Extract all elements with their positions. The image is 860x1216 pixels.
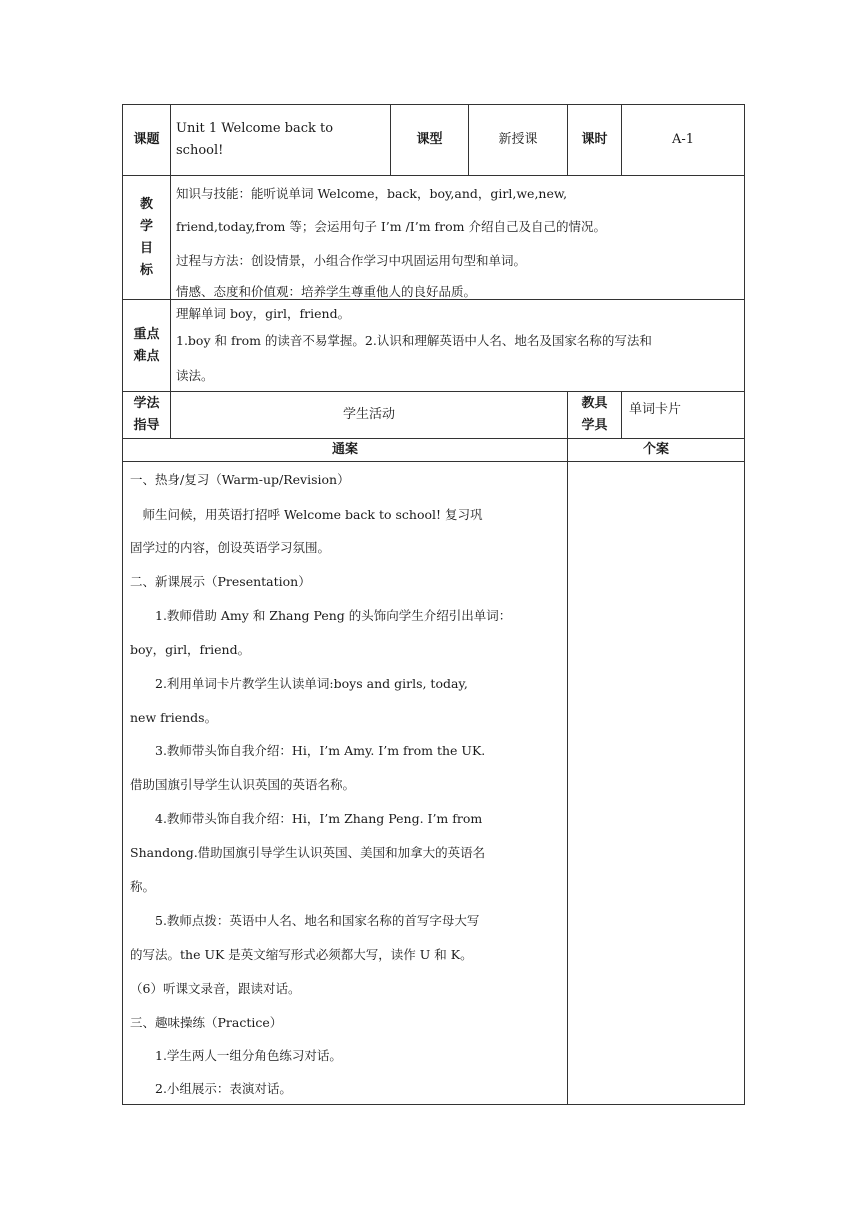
table-border-right [744, 104, 745, 1105]
key-points-label [123, 300, 170, 391]
tools-value: 单词卡片 [629, 402, 682, 417]
body-line: 1.学生两人一组分角色练习对话。 [130, 1048, 342, 1063]
body-line: 的写法。the UK 是英文缩写形式必须都大写，读作 U 和 K。 [130, 947, 473, 962]
col-divider [621, 391, 622, 438]
objective-line: friend,today,from 等；会运用句子 I’m /I’m from 介绍自己及自己的情况。 [176, 219, 606, 234]
body-line: Shandong.借助国旗引导学生认识英国、美国和加拿大的英语名 [130, 845, 486, 860]
type-label: 课型 [416, 132, 443, 147]
objective-line: 知识与技能：能听说单词 Welcome，back，boy,and，girl,we,new, [176, 186, 568, 201]
type-value: 新授课 [498, 132, 538, 147]
objectives-label-char: 学 [139, 218, 153, 234]
key-point-line: 1.boy 和 from 的读音不易掌握。2.认识和理解英语中人名、地名及国家名称的写法和 [176, 333, 652, 348]
body-line: （6）听课文录音，跟读对话。 [130, 981, 301, 996]
body-line: 师生问候，用英语打招呼 Welcome back to school! 复习巩 [130, 507, 483, 522]
common-plan-header: 通案 [331, 442, 358, 457]
tools-label-line: 教具 [581, 396, 608, 411]
objectives-label-char: 教 [139, 196, 153, 212]
body-line: 2.小组展示：表演对话。 [130, 1081, 292, 1096]
col-divider [170, 104, 171, 175]
table-border-bottom [122, 1104, 745, 1105]
topic-value [176, 118, 386, 168]
body-line: 4.教师带头饰自我介绍：Hi，I’m Zhang Peng. I’m from [130, 811, 483, 826]
individual-plan-header: 个案 [642, 442, 669, 457]
body-line: 三、趣味操练（Practice） [130, 1015, 283, 1030]
topic-line-1: Unit 1 Welcome back to [176, 121, 334, 136]
period-value: A-1 [671, 132, 695, 147]
objectives-label [123, 176, 170, 299]
key-points-label-line: 难点 [133, 348, 160, 364]
key-points-label-line: 重点 [133, 326, 160, 342]
body-line: 一、热身/复习（Warm-up/Revision） [130, 472, 350, 487]
body-line: 二、新课展示（Presentation） [130, 574, 311, 589]
body-line: 借助国旗引导学生认识英国的英语名称。 [130, 777, 356, 792]
body-line: 固学过的内容，创设英语学习氛围。 [130, 540, 331, 555]
body-line: new friends。 [130, 710, 218, 725]
objective-line: 过程与方法：创设情景，小组合作学习中巩固运用句型和单词。 [176, 253, 527, 268]
method-value: 学生活动 [342, 407, 395, 422]
objectives-label-char: 标 [139, 262, 153, 278]
body-line: 3.教师带头饰自我介绍：Hi，I’m Amy. I’m from the UK. [130, 743, 486, 758]
body-line: boy，girl，friend。 [130, 642, 251, 657]
col-divider [567, 438, 568, 1105]
topic-label: 课题 [133, 132, 160, 147]
body-line: 5.教师点拨：英语中人名、地名和国家名称的首写字母大写 [130, 913, 480, 928]
tools-label-line: 学具 [581, 418, 608, 433]
objectives-label-char: 目 [139, 240, 153, 256]
method-label-line: 学法 [133, 396, 160, 411]
objective-line: 情感、态度和价值观：培养学生尊重他人的良好品质。 [176, 284, 477, 299]
method-label [123, 392, 170, 438]
body-line: 1.教师借助 Amy 和 Zhang Peng 的头饰向学生介绍引出单词： [130, 608, 512, 623]
tools-label [568, 392, 621, 438]
period-label: 课时 [581, 132, 608, 147]
key-point-line: 读法。 [176, 368, 214, 383]
row-divider [122, 175, 745, 176]
topic-line-2: school! [176, 143, 224, 158]
key-point-line: 理解单词 boy，girl，friend。 [176, 306, 351, 321]
method-label-line: 指导 [133, 418, 160, 433]
body-line: 2.利用单词卡片教学生认读单词:boys and girls, today, [130, 676, 468, 691]
row-divider [122, 461, 745, 462]
body-line: 称。 [130, 879, 156, 894]
